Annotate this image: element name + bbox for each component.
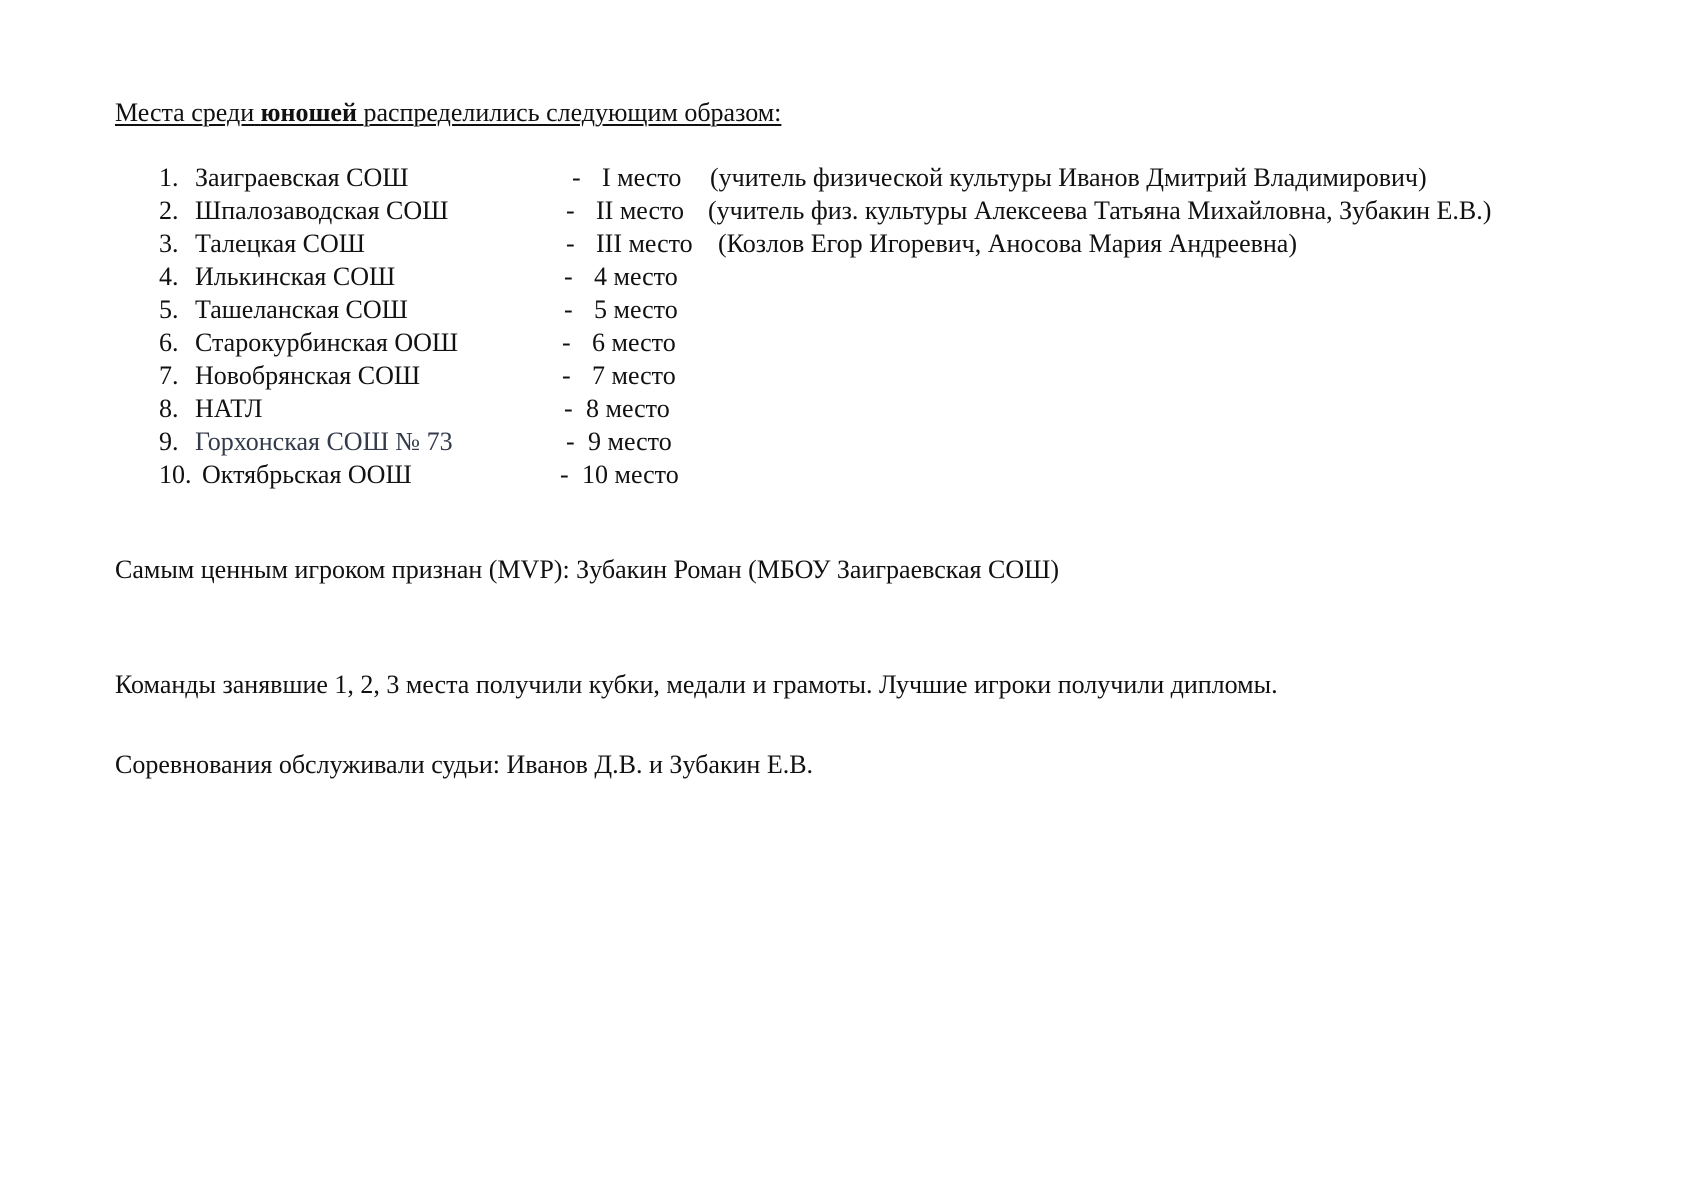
result-number: 1.: [159, 163, 179, 192]
result-note: (учитель физ. культуры Алексеева Татьяна Михайловна, Зубакин Е.В.): [708, 196, 1492, 225]
result-place: I место: [602, 163, 682, 192]
result-number: 5.: [159, 295, 179, 324]
result-school: Талецкая СОШ: [195, 229, 366, 258]
result-number: 10.: [159, 460, 192, 489]
mvp-paragraph: Самым ценным игроком признан (MVP): Зубакин Роман (МБОУ Заиграевская СОШ): [115, 555, 1060, 584]
heading-prefix: Места среди: [115, 98, 255, 127]
result-dash: -: [566, 427, 575, 456]
result-dash: -: [562, 361, 571, 390]
result-number: 3.: [159, 229, 179, 258]
result-dash: -: [562, 328, 571, 357]
result-school: Старокурбинская ООШ: [195, 328, 459, 357]
result-school: Шпалозаводская СОШ: [195, 196, 449, 225]
result-number: 2.: [159, 196, 179, 225]
result-number: 6.: [159, 328, 179, 357]
result-dash: -: [560, 460, 569, 489]
result-number: 4.: [159, 262, 179, 291]
result-place: 9 место: [588, 427, 672, 456]
result-note: (учитель физической культуры Иванов Дмитрий Владимирович): [710, 163, 1427, 192]
results-heading: [115, 100, 781, 126]
result-dash: -: [564, 295, 573, 324]
result-school: Илькинская СОШ: [195, 262, 396, 291]
result-place: 10 место: [582, 460, 679, 489]
result-school: Горхонская СОШ № 73: [195, 427, 453, 456]
result-school: Октябрьская ООШ: [202, 460, 412, 489]
heading-suffix: распределились следующим образом:: [363, 98, 782, 127]
result-place: II место: [596, 196, 685, 225]
result-number: 7.: [159, 361, 179, 390]
result-dash: -: [564, 394, 573, 423]
result-dash: -: [564, 262, 573, 291]
judges-paragraph: Соревнования обслуживали судьи: Иванов Д.В. и Зубакин Е.В.: [115, 750, 814, 779]
result-place: III место: [596, 229, 693, 258]
result-note: (Козлов Егор Игоревич, Аносова Мария Андреевна): [718, 229, 1297, 258]
result-dash: -: [572, 163, 581, 192]
result-number: 8.: [159, 394, 179, 423]
heading-bold: юношей: [260, 98, 357, 127]
awards-paragraph: Команды занявшие 1, 2, 3 места получили кубки, медали и грамоты. Лучшие игроки получили дипломы.: [115, 670, 1278, 699]
result-school: Новобрянская СОШ: [195, 361, 421, 390]
result-number: 9.: [159, 427, 179, 456]
result-place: 6 место: [592, 328, 676, 357]
result-school: Заиграевская СОШ: [195, 163, 409, 192]
result-school: НАТЛ: [195, 394, 263, 423]
result-school: Ташеланская СОШ: [195, 295, 408, 324]
result-place: 4 место: [594, 262, 678, 291]
result-dash: -: [566, 196, 575, 225]
result-place: 7 место: [592, 361, 676, 390]
result-place: 8 место: [586, 394, 670, 423]
result-dash: -: [566, 229, 575, 258]
result-place: 5 место: [594, 295, 678, 324]
